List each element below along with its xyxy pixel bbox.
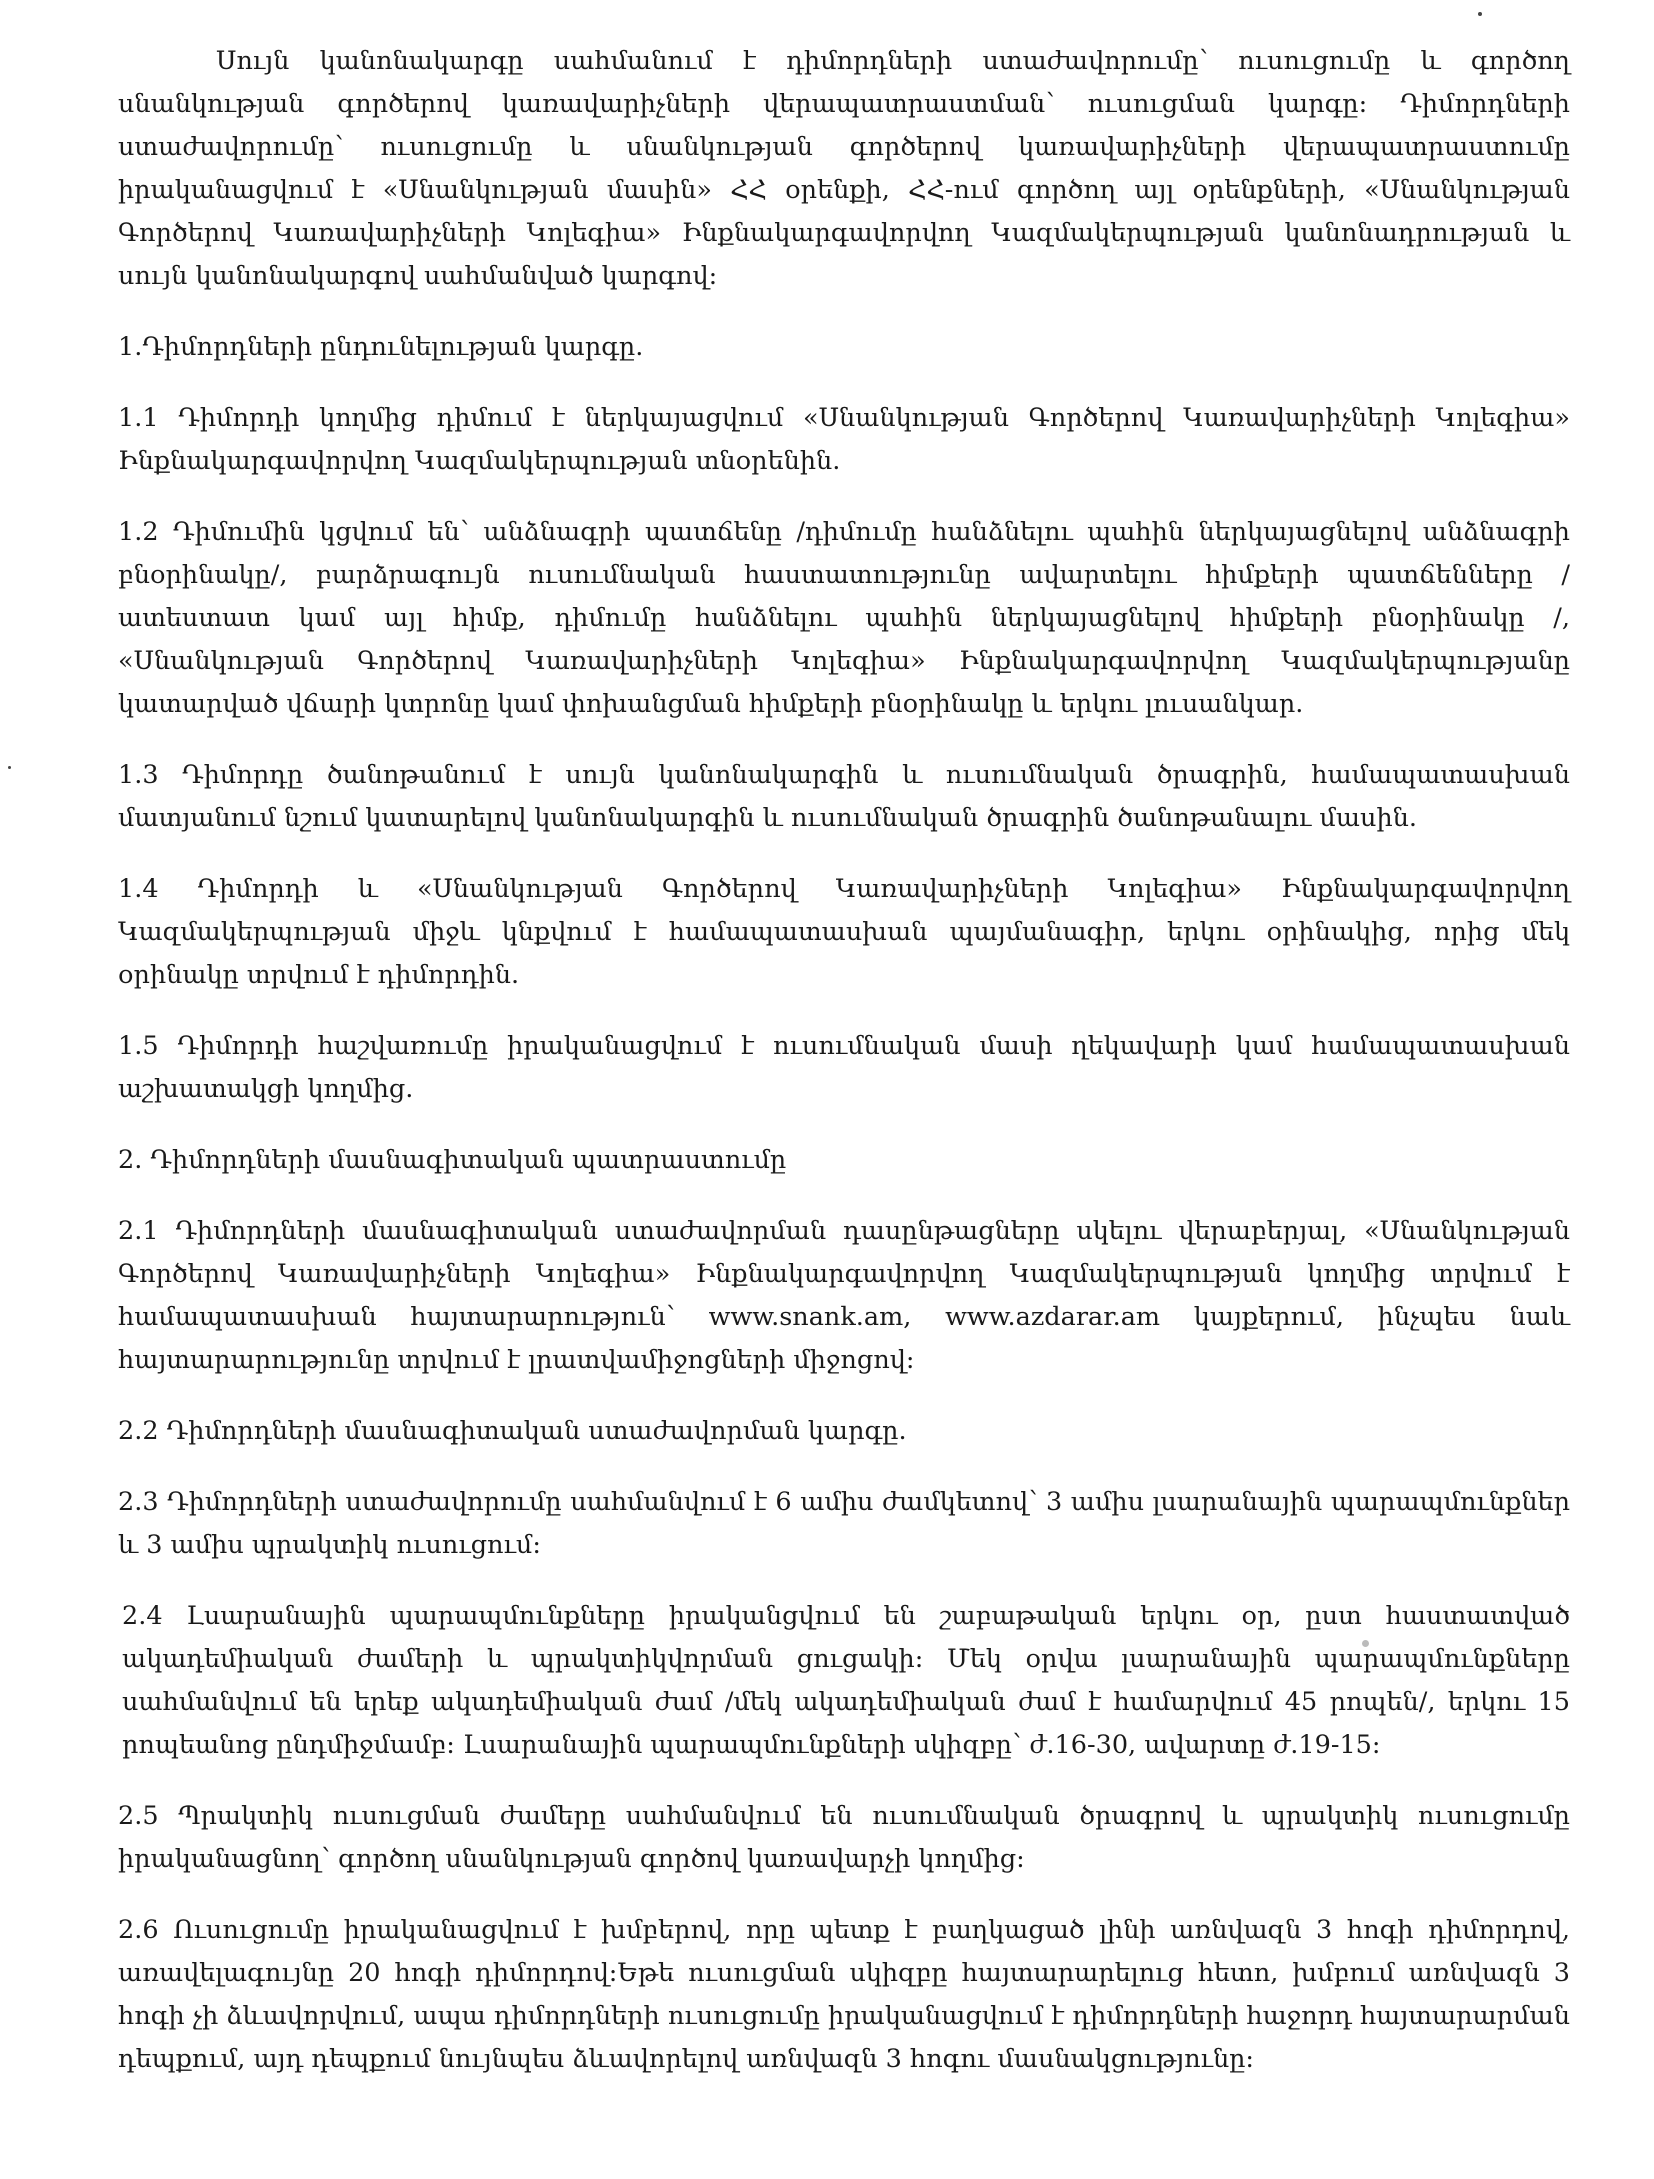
clause-1-3: 1.3 Դիմորդը ծանոթանում է սույն կանոնակարգին և ուսումնական ծրագրին, համապատասխան մատյանում նշում կատարելով կանոնակարգին և ուսումնական ծրագրին ծանոթանալու մասին. [118,760,1570,833]
clause-1-4: 1.4 Դիմորդի և «Սնանկության Գործերով Կառավարիչների Կոլեգիա» Ինքնակարգավորվող Կազմակերպության միջև կնքվում է համապատասխան պայմանագիր, երկու օրինակից, որից մեկ օրինակը տրվում է դիմորդին. [118,874,1570,990]
intro-paragraph: Սույն կանոնակարգը սահմանում է դիմորդների ստաժավորումը՝ ուսուցումը և գործող սնանկության գործերով կառավարիչների վերապատրաստման՝ ուսուցման կարգը: Դիմորդների ստաժավորումը՝ ուսուցումը և սնանկության գործերով կառավարիչների վերապատրաստումը իրականացվում է «Սնանկության մասին» ՀՀ օրենքի, ՀՀ-ում գործող այլ օրենքների, «Սնանկության Գործերով Կառավարիչների Կոլեգիա» Ինքնակարգավորվող Կազմակերպության կանոնադրության և սույն կանոնակարգով սահմանված կարգով: [118,46,1570,291]
scan-speck-top [1478,12,1482,16]
document-body [118,40,1570,2109]
clause-2-3: 2.3 Դիմորդների ստաժավորումը սահմանվում է 6 ամիս ժամկետով՝ 3 ամիս լսարանային պարապմունքներ և 3 ամիս պրակտիկ ուսուցում: [118,1487,1570,1560]
clause-1-5: 1.5 Դիմորդի հաշվառումը իրականացվում է ուսումնական մասի ղեկավարի կամ համապատասխան աշխատակցի կողմից. [118,1031,1570,1104]
clause-2-6: 2.6 Ուսուցումը իրականացվում է խմբերով, որը պետք է բաղկացած լինի առնվազն 3 հոգի դիմորդով, առավելագույնը 20 հոգի դիմորդով:Եթե ուսուցման սկիզբը հայտարարելուց հետո, խմբում առնվազն 3 հոգի չի ձևավորվում, ապա դիմորդների ուսուցումը իրականացվում է դիմորդների հաջորդ հայտարարման դեպքում, այդ դեպքում նույնպես ձևավորելով առնվազն 3 հոգու մասնակցությունը: [118,1915,1570,2074]
clause-2-1: 2.1 Դիմորդների մասնագիտական ստաժավորման դասընթացները սկելու վերաբերյալ, «Սնանկության Գործերով Կառավարիչների Կոլեգիա» Ինքնակարգավորվող Կազմակերպության կողմից տրվում է համապատասխան հայտարարություն՝ www.snank.am, www.azdarar.am կայքերում, ինչպես նաև հայտարարությունը տրվում է լրատվամիջոցների միջոցով: [118,1216,1570,1375]
section-1-heading: 1.Դիմորդների ընդունելության կարգը. [118,332,644,362]
clause-2-4: 2.4 Լսարանային պարապմունքները իրականցվում են շաբաթական երկու օր, ըստ հաստատված ակադեմիական ժամերի և պրակտիկվորման ցուցակի: Մեկ օրվա լսարանային պարապմունքները սահմանվում են երեք ակադեմիական ժամ /մեկ ակադեմիական ժամ է համարվում 45 րոպեն/, երկու 15 րոպեանոց ընդմիջմամբ: Լսարանային պարապմունքների սկիզբը՝ ժ.16-30, ավարտը ժ.19-15: [122,1601,1570,1760]
clause-1-2: 1.2 Դիմումին կցվում են՝ անձնագրի պատճենը /դիմումը հանձնելու պահին ներկայացնելով անձնագրի բնօրինակը/, բարձրագույն ուսումնական հաստատությունը ավարտելու հիմքերի պատճենները /ատեստատ կամ այլ հիմք, դիմումը հանձնելու պահին ներկայացնելով հիմքերի բնօրինակը /, «Սնանկության Գործերով Կառավարիչների Կոլեգիա» Ինքնակարգավորվող Կազմակերպությանը կատարված վճարի կտրոնը կամ փոխանցման հիմքերի բնօրինակը և երկու լուսանկար. [118,517,1570,719]
clause-2-5: 2.5 Պրակտիկ ուսուցման ժամերը սահմանվում են ուսումնական ծրագրով և պրակտիկ ուսուցումը իրականացնող՝ գործող սնանկության գործով կառավարչի կողմից: [118,1801,1570,1874]
scan-speck-left [8,766,11,769]
section-2-heading: 2. Դիմորդների մասնագիտական պատրաստումը [118,1145,787,1175]
clause-1-1: 1.1 Դիմորդի կողմից դիմում է ներկայացվում «Սնանկության Գործերով Կառավարիչների Կոլեգիա» Ինքնակարգավորվող Կազմակերպության տնօրենին. [118,403,1570,476]
clause-2-2: 2.2 Դիմորդների մասնագիտական ստաժավորման կարգը. [118,1416,907,1446]
